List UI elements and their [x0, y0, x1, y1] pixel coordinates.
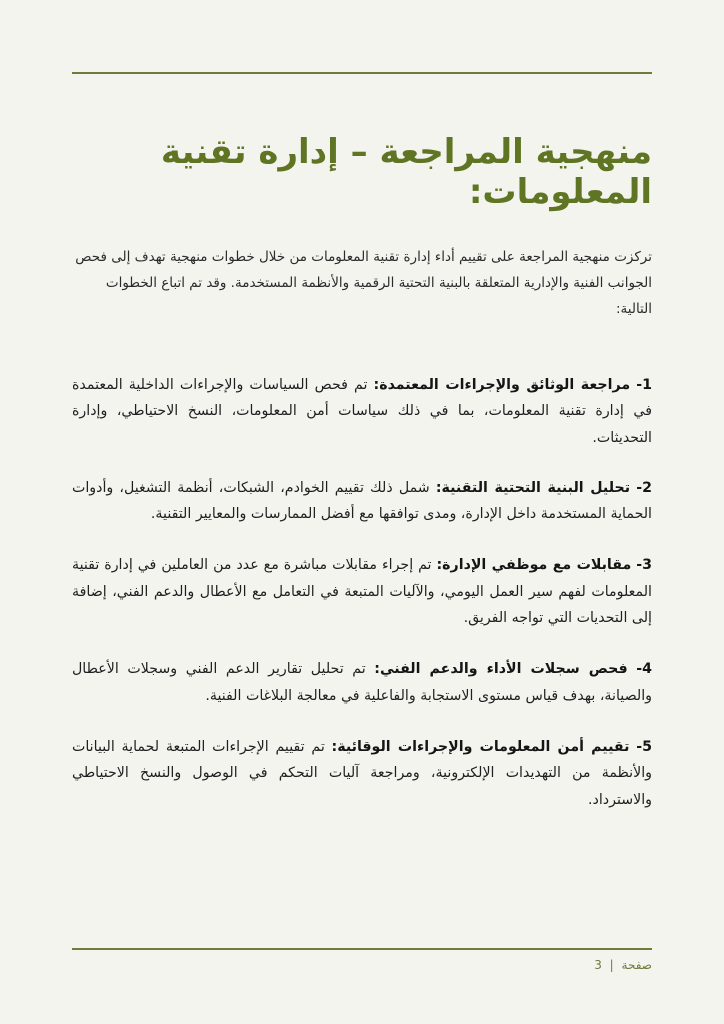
intro-paragraph: تركزت منهجية المراجعة على تقييم أداء إدارة تقنية المعلومات من خلال خطوات منهجية تهدف إلى فحص الجوانب الفنية والإدارية المتعلقة بالبنية التحتية الرقمية والأنظمة المستخدمة. وقد تم اتباع الخطوات التالية:	[75, 249, 652, 317]
step-number: 1-	[636, 377, 652, 393]
step-item	[72, 734, 652, 813]
step-heading: فحص سجلات الأداء والدعم الفني:	[374, 661, 628, 678]
step-number: 5-	[636, 738, 652, 755]
step-item	[72, 475, 652, 528]
page-label: صفحة	[621, 958, 652, 972]
step-item	[72, 656, 652, 709]
bottom-divider	[72, 948, 652, 950]
step-body: تم تحليل تقارير الدعم الفني وسجلات الأعطال والصيانة، بهدف قياس مستوى الاستجابة والفاعلية في معالجة البلاغات الفنية.	[72, 661, 652, 704]
step-body: تم فحص السياسات والإجراءات الداخلية المعتمدة في إدارة تقنية المعلومات، بما في ذلك سياسات أمن المعلومات، النسخ الاحتياطي، وإدارة التحديثات.	[72, 377, 652, 446]
methodology-steps-list	[72, 372, 652, 837]
page-footer	[452, 956, 652, 974]
step-heading: مقابلات مع موظفي الإدارة:	[436, 557, 632, 574]
footer-separator: |	[609, 958, 614, 972]
step-heading: مراجعة الوثائق والإجراءات المعتمدة:	[373, 377, 631, 393]
step-item	[72, 372, 652, 451]
step-heading: تقييم أمن المعلومات والإجراءات الوقائية:	[331, 738, 630, 755]
step-body: شمل ذلك تقييم الخوادم، الشبكات، أنظمة التشغيل، وأدوات الحماية المستخدمة داخل الإدارة، ومدى توافقها مع أفضل الممارسات والمعايير التقنية.	[72, 479, 652, 523]
top-divider	[72, 72, 652, 74]
step-number: 3-	[636, 557, 652, 574]
page-number: 3	[594, 958, 602, 972]
step-heading: تحليل البنية التحتية التقنية:	[435, 479, 631, 496]
step-number: 4-	[636, 661, 652, 678]
step-number: 2-	[636, 479, 652, 496]
step-body: تم تقييم الإجراءات المتبعة لحماية البيانات والأنظمة من التهديدات الإلكترونية، ومراجعة آليات التحكم في الوصول والنسخ الاحتياطي والاسترداد.	[72, 738, 652, 808]
step-item	[72, 552, 652, 631]
page-title: منهجية المراجعة – إدارة تقنية المعلومات:	[160, 132, 652, 212]
step-body: تم إجراء مقابلات مباشرة مع عدد من العاملين في إدارة تقنية المعلومات لفهم سير العمل اليومي، والآليات المتبعة في التعامل مع الأعطال والدعم الفني، إضافة إلى التحديات التي تواجه الفريق.	[72, 557, 652, 627]
